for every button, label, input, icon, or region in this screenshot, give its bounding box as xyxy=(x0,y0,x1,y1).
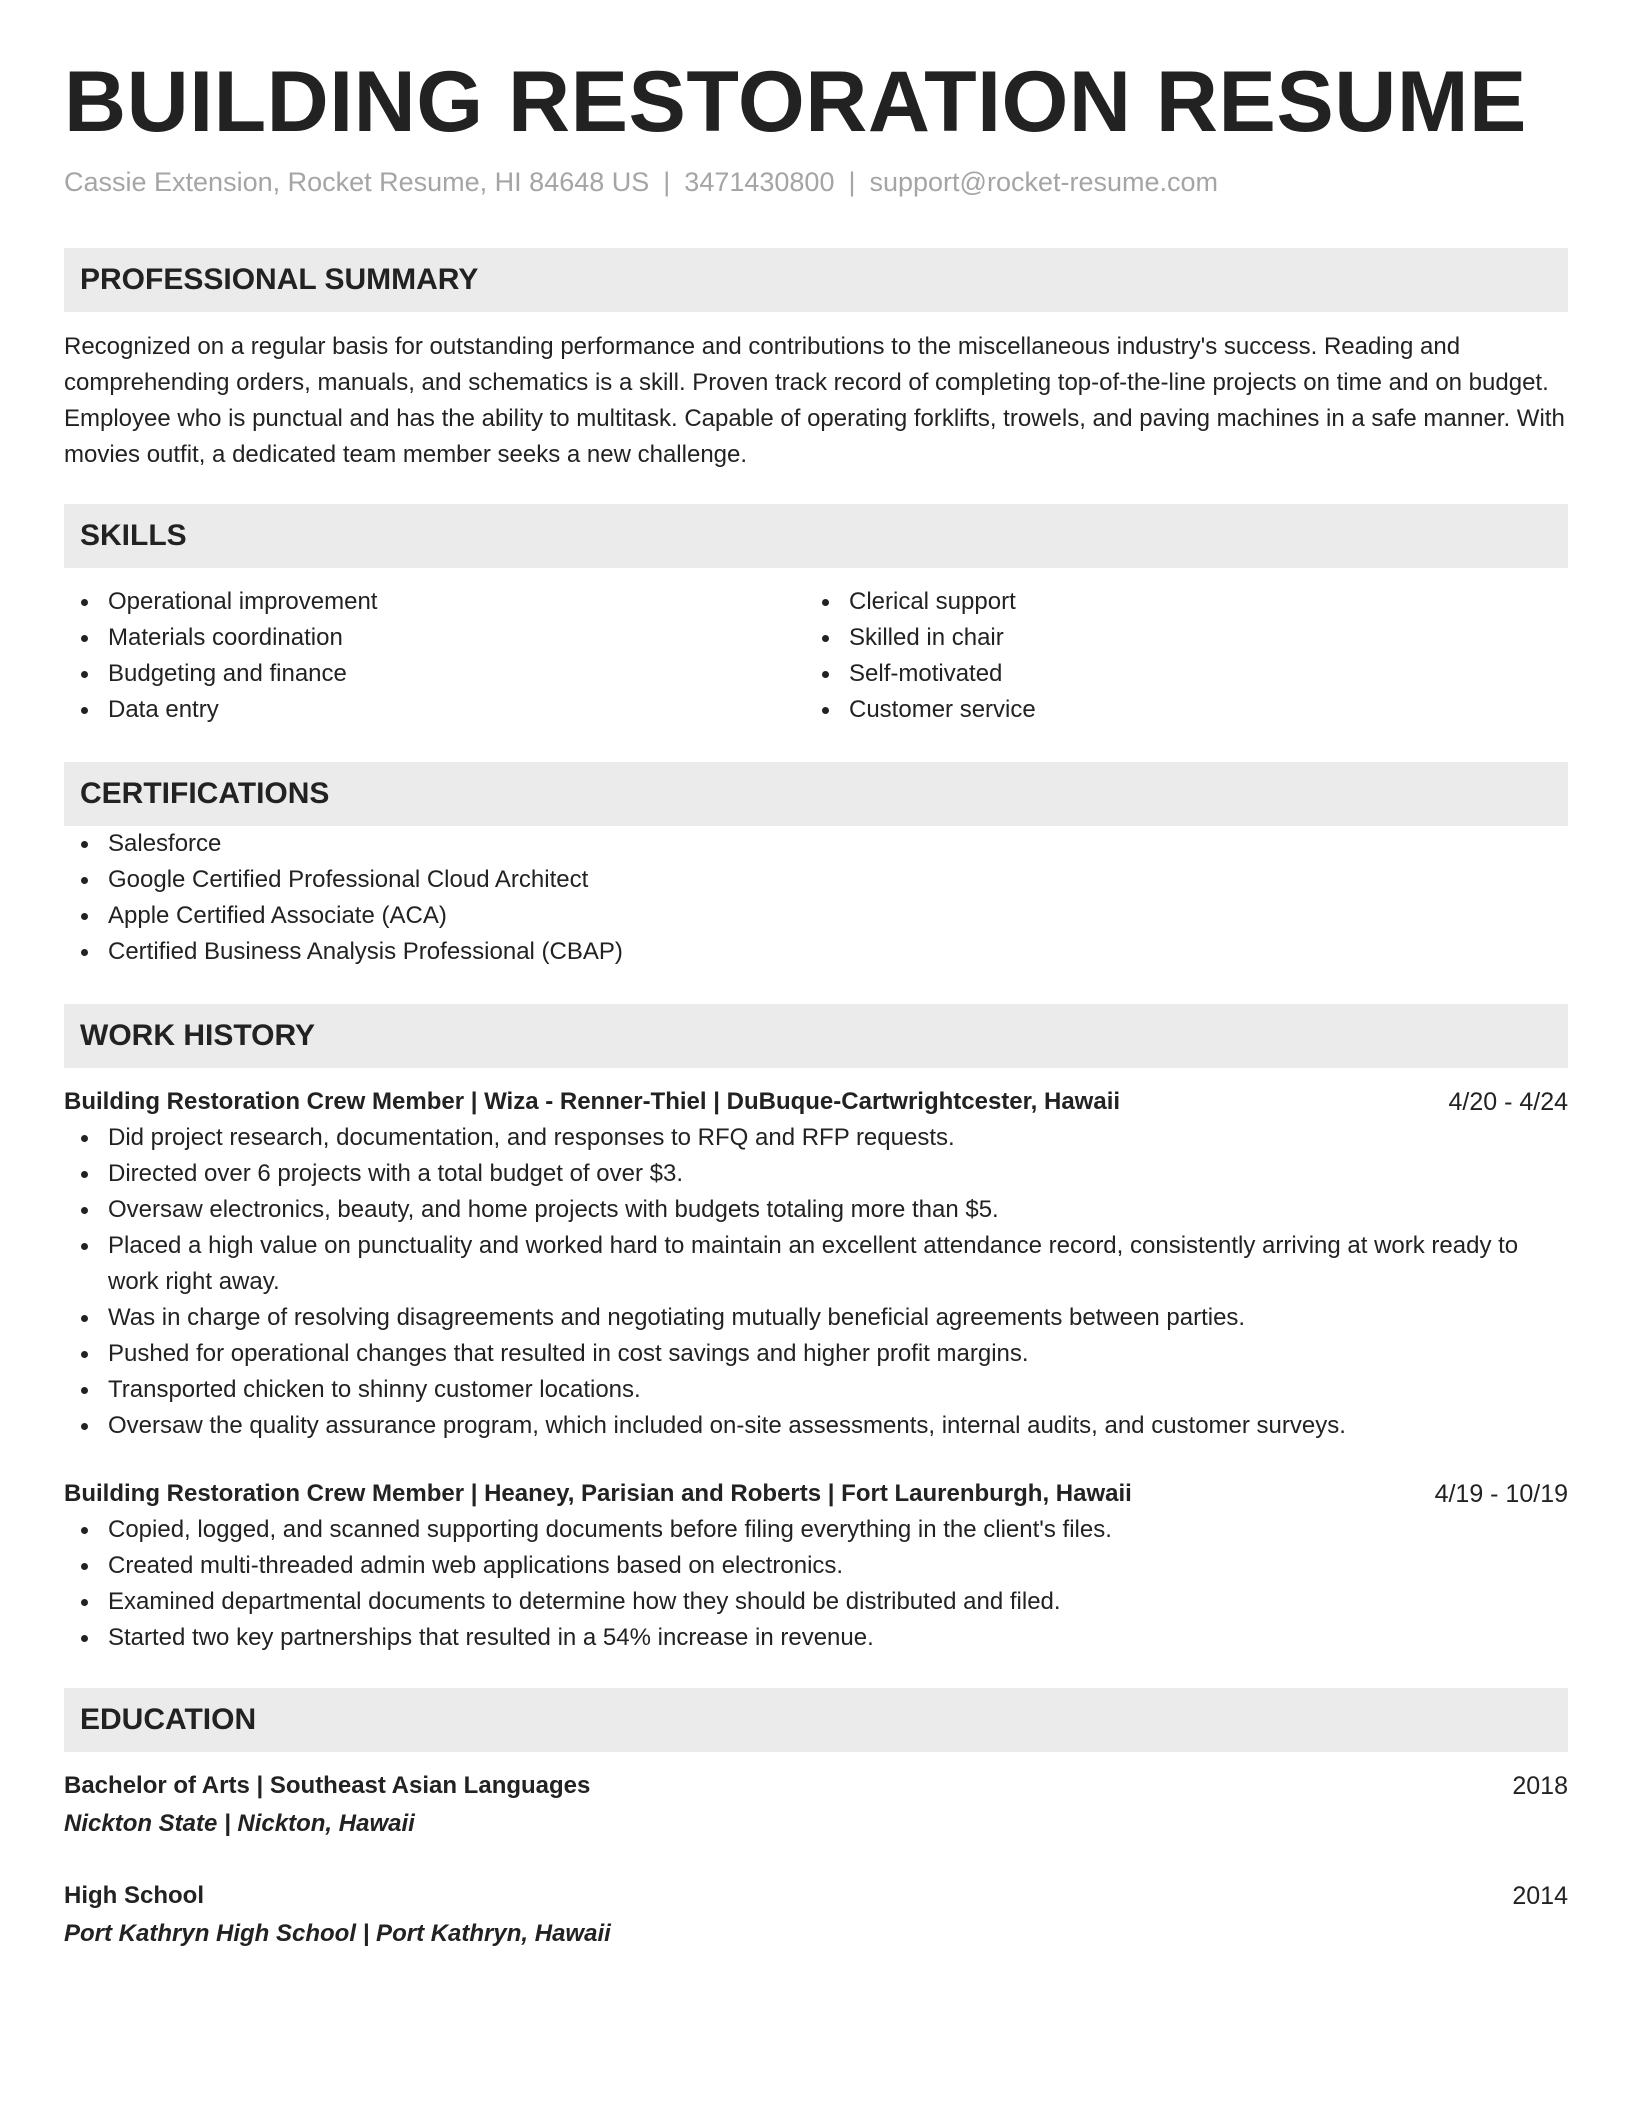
job-bullet-text: Started two key partnerships that resulted in a 54% increase in revenue. xyxy=(108,1624,874,1651)
skill-item xyxy=(805,620,1546,656)
skills-right-list xyxy=(805,584,1546,728)
job-bullet-text: Copied, logged, and scanned supporting documents before filing everything in the client's files. xyxy=(108,1516,1112,1543)
bullet-icon xyxy=(81,913,88,920)
job-bullet-text: Oversaw the quality assurance program, which included on-site assessments, internal audits, and customer surveys. xyxy=(108,1412,1346,1439)
contact-line xyxy=(64,164,1568,200)
education-header xyxy=(64,1768,1568,1804)
education-school: Port Kathryn High School | Port Kathryn, Hawaii xyxy=(64,1920,611,1947)
skill-item xyxy=(64,656,805,692)
contact-separator: | xyxy=(663,167,671,197)
education-year: 2018 xyxy=(1512,1772,1568,1800)
job-bullet-text: Did project research, documentation, and responses to RFQ and RFP requests. xyxy=(108,1124,955,1151)
bullet-icon xyxy=(822,671,829,678)
job-bullet xyxy=(64,1620,1568,1656)
bullet-icon xyxy=(81,1351,88,1358)
certification-item xyxy=(64,898,1568,934)
bullet-icon xyxy=(822,707,829,714)
bullet-icon xyxy=(81,1135,88,1142)
contact-email: support@rocket-resume.com xyxy=(869,167,1219,197)
bullet-icon xyxy=(81,1563,88,1570)
education-school: Nickton State | Nickton, Hawaii xyxy=(64,1810,415,1837)
job-bullets xyxy=(64,1512,1568,1656)
contact-address: Cassie Extension, Rocket Resume, HI 84648 US xyxy=(64,167,650,197)
certification-label: Apple Certified Associate (ACA) xyxy=(108,902,447,929)
job-title: Building Restoration Crew Member | Wiza - Renner-Thiel | DuBuque-Cartwrightcester, Hawaii xyxy=(64,1088,1121,1115)
job-bullets xyxy=(64,1120,1568,1444)
job-bullet-text: Was in charge of resolving disagreements and negotiating mutually beneficial agreements between parties. xyxy=(108,1304,1246,1331)
job-bullet-text: Transported chicken to shinny customer locations. xyxy=(108,1376,641,1403)
certification-label: Salesforce xyxy=(108,830,222,857)
bullet-icon xyxy=(81,707,88,714)
skill-label: Skilled in chair xyxy=(849,624,1004,651)
skill-label: Data entry xyxy=(108,696,219,723)
education-year: 2014 xyxy=(1512,1882,1568,1910)
job-bullet xyxy=(64,1192,1568,1228)
bullet-icon xyxy=(81,1243,88,1250)
skill-item xyxy=(64,692,805,728)
skills-heading: SKILLS xyxy=(64,504,1568,568)
job-bullet-text: Placed a high value on punctuality and worked hard to maintain an excellent attendance record, consistently arriving at work ready to work right away. xyxy=(108,1232,1519,1295)
skill-item xyxy=(805,584,1546,620)
skill-item xyxy=(805,692,1546,728)
job-bullet xyxy=(64,1548,1568,1584)
job-bullet-text: Examined departmental documents to determine how they should be distributed and filed. xyxy=(108,1588,1061,1615)
job-header xyxy=(64,1476,1568,1512)
education-degree: Bachelor of Arts | Southeast Asian Languages xyxy=(64,1772,591,1799)
bullet-icon xyxy=(81,1315,88,1322)
bullet-icon xyxy=(81,599,88,606)
certifications-heading: CERTIFICATIONS xyxy=(64,762,1568,826)
certification-label: Certified Business Analysis Professional (CBAP) xyxy=(108,938,623,965)
job-header xyxy=(64,1084,1568,1120)
bullet-icon xyxy=(81,1599,88,1606)
skill-label: Budgeting and finance xyxy=(108,660,347,687)
bullet-icon xyxy=(81,1635,88,1642)
summary-text: Recognized on a regular basis for outstanding performance and contributions to the miscellaneous industry's success. Reading and comprehending orders, manuals, and schematics is a skill. Proven track record of completing top-of-the-line projects on time and on budget. Employee who is punctual and has the ability to multitask. Capable of operating forklifts, trowels, and paving machines in a safe manner. With movies outfit, a dedicated team member seeks a new challenge. xyxy=(64,333,1565,468)
certification-item xyxy=(64,862,1568,898)
job-title: Building Restoration Crew Member | Heaney, Parisian and Roberts | Fort Laurenburgh, Hawaii xyxy=(64,1480,1132,1507)
bullet-icon xyxy=(81,1171,88,1178)
skills-columns xyxy=(64,584,1568,728)
certification-item xyxy=(64,934,1568,970)
job-bullet xyxy=(64,1372,1568,1408)
skills-left-list xyxy=(64,584,805,728)
bullet-icon xyxy=(81,1527,88,1534)
skill-item xyxy=(64,620,805,656)
education-entry xyxy=(64,1768,1568,1842)
bullet-icon xyxy=(81,1207,88,1214)
skill-label: Self-motivated xyxy=(849,660,1003,687)
education-degree: High School xyxy=(64,1882,204,1909)
job-bullet xyxy=(64,1120,1568,1156)
education-heading: EDUCATION xyxy=(64,1688,1568,1752)
bullet-icon xyxy=(81,671,88,678)
job-bullet-text: Pushed for operational changes that resulted in cost savings and higher profit margins. xyxy=(108,1340,1029,1367)
education-header xyxy=(64,1878,1568,1914)
job-dates: 4/19 - 10/19 xyxy=(1434,1480,1568,1508)
job-bullet xyxy=(64,1156,1568,1192)
job-bullet-text: Directed over 6 projects with a total budget of over $3. xyxy=(108,1160,683,1187)
certification-item xyxy=(64,826,1568,862)
job-bullet xyxy=(64,1408,1568,1444)
skill-label: Operational improvement xyxy=(108,588,378,615)
summary-heading: PROFESSIONAL SUMMARY xyxy=(64,248,1568,312)
bullet-icon xyxy=(81,1423,88,1430)
contact-separator: | xyxy=(848,167,856,197)
certification-label: Google Certified Professional Cloud Architect xyxy=(108,866,589,893)
resume-title: BUILDING RESTORATION RESUME xyxy=(64,54,1527,150)
education-entry xyxy=(64,1878,1568,1952)
bullet-icon xyxy=(822,599,829,606)
job-dates: 4/20 - 4/24 xyxy=(1448,1088,1568,1116)
bullet-icon xyxy=(81,635,88,642)
job-bullet xyxy=(64,1336,1568,1372)
bullet-icon xyxy=(81,841,88,848)
job-bullet xyxy=(64,1584,1568,1620)
skill-item xyxy=(64,584,805,620)
job-bullet xyxy=(64,1228,1568,1300)
job-bullet-text: Created multi-threaded admin web applications based on electronics. xyxy=(108,1552,844,1579)
skill-item xyxy=(805,656,1546,692)
work-history-heading: WORK HISTORY xyxy=(64,1004,1568,1068)
job-bullet xyxy=(64,1512,1568,1548)
skill-label: Clerical support xyxy=(849,588,1016,615)
contact-phone: 3471430800 xyxy=(684,167,835,197)
bullet-icon xyxy=(81,949,88,956)
bullet-icon xyxy=(81,1387,88,1394)
job-bullet xyxy=(64,1300,1568,1336)
job-bullet-text: Oversaw electronics, beauty, and home projects with budgets totaling more than $5. xyxy=(108,1196,999,1223)
skill-label: Customer service xyxy=(849,696,1036,723)
skill-label: Materials coordination xyxy=(108,624,343,651)
certifications-list xyxy=(64,826,1568,970)
bullet-icon xyxy=(81,877,88,884)
bullet-icon xyxy=(822,635,829,642)
